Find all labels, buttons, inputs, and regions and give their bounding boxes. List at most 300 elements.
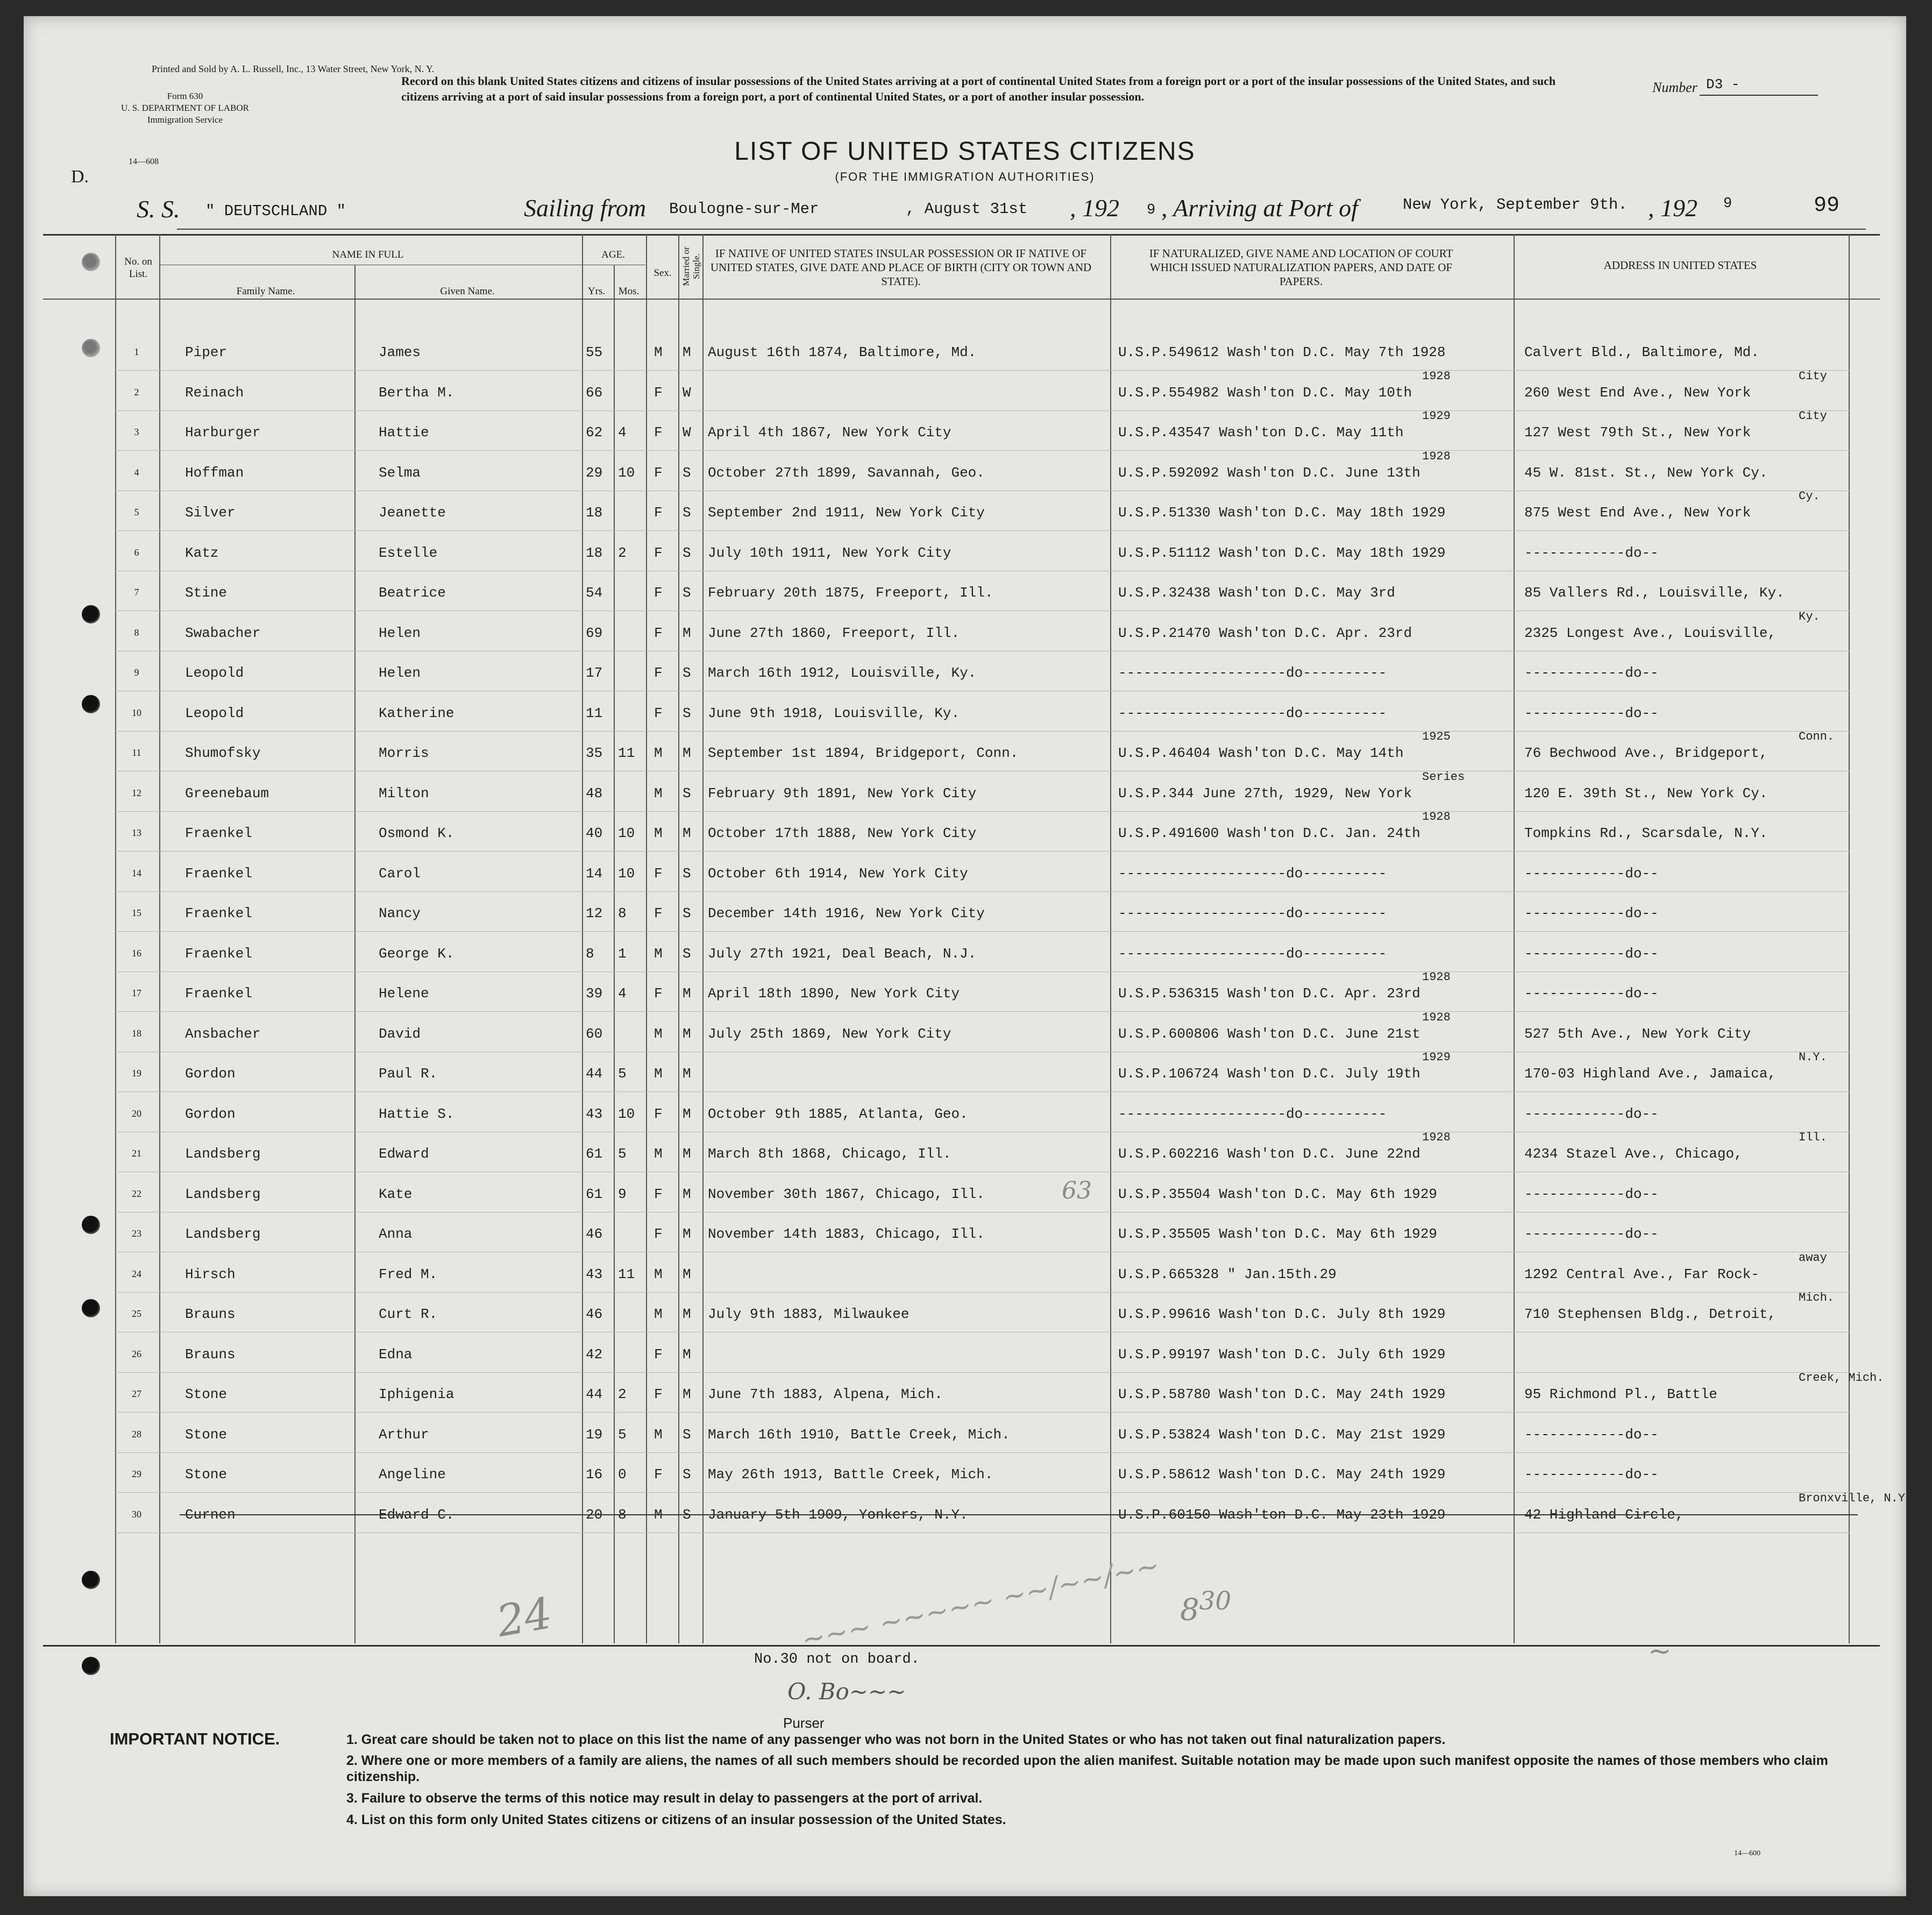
cell-addr: Calvert Bld., Baltimore, Md.	[1524, 344, 1759, 360]
arriving-year-digit: 9	[1723, 196, 1732, 212]
cell-given: Edward	[379, 1146, 429, 1162]
cell-no: 19	[132, 1068, 141, 1079]
cell-given: George K.	[379, 945, 454, 962]
cell-ms: S	[683, 945, 691, 962]
cell-no: 2	[134, 386, 139, 398]
cell-sex: M	[654, 825, 663, 841]
cell-ms: S	[683, 865, 691, 882]
cell-birth: April 4th 1867, New York City	[708, 424, 951, 441]
notice-3: 3. Failure to observe the terms of this notice may result in delay to passengers at the port of arrival.	[346, 1791, 983, 1806]
not-on-board-note: No.30 not on board.	[754, 1651, 920, 1668]
cell-nat: U.S.P.99197 Wash'ton D.C. July 6th 1929	[1118, 1346, 1446, 1363]
cell-sex: F	[654, 905, 663, 921]
cell-given: Curt R.	[379, 1306, 438, 1322]
cell-sex: F	[654, 985, 663, 1002]
cell-yrs: 14	[586, 865, 603, 882]
cell-mos: 8	[618, 905, 627, 921]
purser-signature: O. Bo~~~	[787, 1678, 906, 1705]
cell-mos: 10	[618, 1105, 635, 1122]
ship-name: " DEUTSCHLAND "	[205, 202, 346, 220]
col-sex: Sex.	[654, 267, 672, 279]
cell-sex: M	[654, 1306, 663, 1322]
cell-family: Fraenkel	[185, 905, 252, 921]
cell-addr: 95 Richmond Pl., Battle	[1524, 1386, 1717, 1402]
cell-ms: S	[683, 785, 691, 802]
cell-nat: U.S.P.21470 Wash'ton D.C. Apr. 23rd	[1118, 625, 1412, 641]
cell-nat: --------------------do----------	[1118, 945, 1387, 962]
cell-addr-sup: Mich.	[1799, 1291, 1835, 1304]
row-rule	[115, 1412, 1850, 1413]
cell-sex: F	[654, 1105, 663, 1122]
cell-family: Brauns	[185, 1306, 236, 1322]
cell-mos: 0	[618, 1466, 627, 1483]
cell-given: Paul R.	[379, 1066, 438, 1082]
table-row	[24, 533, 1906, 573]
col-no: No. on List.	[124, 256, 152, 280]
cell-nat: U.S.P.43547 Wash'ton D.C. May 11th	[1118, 424, 1404, 441]
cell-family: Silver	[185, 505, 236, 521]
cell-addr: ------------do--	[1524, 665, 1659, 681]
cell-nat-sup: 1928	[1422, 449, 1451, 463]
cell-family: Greenebaum	[185, 785, 269, 802]
cell-given: Angeline	[379, 1466, 446, 1483]
cell-yrs: 40	[586, 825, 603, 841]
pencil-mark: ~~~ ~~~~~ ~~/~~/~~	[799, 1549, 1162, 1657]
margin-letter: D.	[71, 167, 89, 187]
table-row	[24, 573, 1906, 613]
table-row	[24, 1491, 1913, 1535]
cell-birth: July 25th 1869, New York City	[708, 1025, 951, 1042]
cell-addr-sup: Conn.	[1799, 730, 1835, 743]
cell-ms: M	[683, 625, 691, 641]
cell-no: 6	[134, 547, 139, 558]
cell-nat: U.S.P.32438 Wash'ton D.C. May 3rd	[1118, 585, 1395, 601]
table-row	[24, 1291, 1906, 1334]
row-rule	[115, 1011, 1850, 1012]
cell-addr: Tompkins Rd., Scarsdale, N.Y.	[1524, 825, 1768, 841]
row-rule	[115, 1452, 1850, 1453]
cell-yrs: 69	[586, 625, 603, 641]
col-naturalized: IF NATURALIZED, GIVE NAME AND LOCATION OF COURT WHICH ISSUED NATURALIZATION PAPERS, AND DATE OF PAPERS.	[1149, 247, 1453, 288]
cell-sex: F	[654, 1186, 663, 1202]
cell-ms: S	[683, 1426, 691, 1443]
table-row	[24, 653, 1906, 693]
cell-addr: ------------do--	[1524, 544, 1659, 561]
cell-no: 17	[132, 988, 141, 998]
cell-nat: U.S.P.106724 Wash'ton D.C. July 19th	[1118, 1066, 1420, 1082]
cell-addr: ------------do--	[1524, 1466, 1659, 1483]
cell-sex: F	[654, 1346, 663, 1363]
cell-nat: U.S.P.60150 Wash'ton D.C. May 23th 1929	[1118, 1506, 1446, 1523]
cell-ms: M	[683, 825, 691, 841]
cell-addr: ------------do--	[1524, 945, 1659, 962]
sailing-year-digit: 9	[1147, 202, 1156, 218]
table-row	[24, 1415, 1906, 1455]
cell-yrs: 61	[586, 1186, 603, 1202]
cell-addr: 260 West End Ave., New York	[1524, 384, 1751, 401]
cell-nat: U.S.P.51330 Wash'ton D.C. May 18th 1929	[1118, 505, 1446, 521]
cell-family: Landsberg	[185, 1146, 261, 1162]
table-row	[24, 1251, 1906, 1294]
page-number: 99	[1814, 194, 1840, 218]
table-row	[24, 1051, 1906, 1094]
cell-sex: M	[654, 1266, 663, 1282]
row-rule	[115, 851, 1850, 852]
cell-nat: --------------------do----------	[1118, 1105, 1387, 1122]
cell-no: 20	[132, 1108, 141, 1119]
cell-ms: M	[683, 1306, 691, 1322]
col-family: Family Name.	[236, 286, 295, 297]
cell-no: 1	[134, 346, 139, 357]
cell-no: 3	[134, 427, 139, 437]
row-rule	[115, 891, 1850, 892]
cell-ms: S	[683, 505, 691, 521]
cell-nat-sup: 1928	[1422, 810, 1451, 824]
cell-no: 22	[132, 1188, 141, 1199]
table-row	[24, 1094, 1906, 1134]
table-row	[24, 1371, 1906, 1414]
cell-given: Anna	[379, 1226, 413, 1242]
sailing-underline	[177, 229, 1866, 230]
cell-family: Katz	[185, 544, 219, 561]
cell-ms: S	[683, 585, 691, 601]
cell-sex: M	[654, 1426, 663, 1443]
table-row	[24, 730, 1906, 773]
cell-yrs: 44	[586, 1066, 603, 1082]
cell-mos: 2	[618, 544, 627, 561]
cell-ms: W	[683, 384, 691, 401]
col-name-in-full: NAME IN FULL	[332, 249, 404, 260]
cell-addr-sup: Ill.	[1799, 1131, 1827, 1144]
cell-mos: 5	[618, 1426, 627, 1443]
cell-given: Helen	[379, 625, 421, 641]
cell-ms: M	[683, 745, 691, 761]
cell-mos: 4	[618, 424, 627, 441]
cell-given: Fred M.	[379, 1266, 438, 1282]
cell-ms: S	[683, 1466, 691, 1483]
cell-birth: March 16th 1912, Louisville, Ky.	[708, 665, 977, 681]
cell-sex: F	[654, 424, 663, 441]
table-row	[24, 609, 1906, 653]
cell-given: Katherine	[379, 705, 454, 721]
row-rule	[115, 1292, 1850, 1293]
cell-sex: M	[654, 344, 663, 360]
row-rule	[115, 731, 1850, 732]
cell-given: Hattie	[379, 424, 429, 441]
cell-addr: 76 Bechwood Ave., Bridgeport,	[1524, 745, 1768, 761]
cell-ms: M	[683, 1066, 691, 1082]
cell-given: Kate	[379, 1186, 413, 1202]
cell-addr-sup: away	[1799, 1251, 1827, 1265]
cell-sex: M	[654, 1506, 663, 1523]
cell-given: Milton	[379, 785, 429, 802]
cell-addr: ------------do--	[1524, 905, 1659, 921]
table-row	[24, 854, 1906, 893]
cell-ms: M	[683, 1346, 691, 1363]
cell-no: 30	[132, 1508, 141, 1520]
cell-family: Piper	[185, 344, 228, 360]
cell-ms: S	[683, 1506, 691, 1523]
cell-sex: F	[654, 1466, 663, 1483]
cell-ms: M	[683, 1266, 691, 1282]
cell-ms: S	[683, 905, 691, 921]
form-number: Form 630	[167, 91, 203, 101]
row-rule	[115, 1492, 1850, 1493]
cell-given: Arthur	[379, 1426, 429, 1443]
sailing-year-prefix: , 192	[1070, 194, 1119, 222]
notice-4: 4. List on this form only United States citizens or citizens of an insular possession of the United States.	[346, 1812, 1006, 1827]
pencil-mark: $8^{30}$	[1180, 1587, 1232, 1628]
cell-addr: 1292 Central Ave., Far Rock-	[1524, 1266, 1759, 1282]
cell-yrs: 60	[586, 1025, 603, 1042]
cell-addr-sup: N.Y.	[1799, 1051, 1827, 1064]
cell-mos: 1	[618, 945, 627, 962]
cell-no: 4	[134, 466, 139, 478]
cell-family: Gordon	[185, 1105, 236, 1122]
sailing-label: Sailing from	[524, 194, 647, 222]
cell-yrs: 61	[586, 1146, 603, 1162]
cell-no: 25	[132, 1308, 141, 1319]
cell-yrs: 11	[586, 705, 603, 721]
table-row	[24, 490, 1906, 533]
cell-family: Stone	[185, 1426, 228, 1443]
cell-nat-sup: 1928	[1422, 1131, 1451, 1144]
cell-sex: F	[654, 585, 663, 601]
cell-mos: 5	[618, 1066, 627, 1082]
cell-birth: February 9th 1891, New York City	[708, 785, 977, 802]
cell-addr: 4234 Stazel Ave., Chicago,	[1524, 1146, 1743, 1162]
cell-no: 16	[132, 947, 141, 959]
cell-nat: U.S.P.549612 Wash'ton D.C. May 7th 1928	[1118, 344, 1446, 360]
pencil-mark: ~	[1648, 1635, 1672, 1668]
cell-birth: April 18th 1890, New York City	[708, 985, 960, 1002]
cell-family: Gordon	[185, 1066, 236, 1082]
cell-addr: 42 Highland Circle,	[1524, 1506, 1684, 1523]
cell-sex: F	[654, 544, 663, 561]
col-given: Given Name.	[440, 286, 495, 297]
cell-yrs: 18	[586, 505, 603, 521]
cell-given: Carol	[379, 865, 421, 882]
cell-family: Reinach	[185, 384, 244, 401]
form-code: 14—608	[129, 157, 159, 166]
cell-birth: November 30th 1867, Chicago, Ill.	[708, 1186, 985, 1202]
ss-label: S. S.	[137, 195, 180, 223]
table-row	[24, 1455, 1906, 1494]
arriving-port: New York, September 9th.	[1403, 196, 1628, 214]
row-rule	[115, 410, 1850, 411]
cell-birth: December 14th 1916, New York City	[708, 905, 985, 921]
table-row	[24, 409, 1906, 452]
notice-1: 1. Great care should be taken not to place on this list the name of any passenger who was not born in the United States or who has not taken out final naturalization papers.	[346, 1732, 1446, 1747]
cell-given: Iphigenia	[379, 1386, 454, 1402]
cell-ms: M	[683, 1146, 691, 1162]
cell-no: 15	[132, 907, 141, 918]
cell-yrs: 18	[586, 544, 603, 561]
page-subtitle: (FOR THE IMMIGRATION AUTHORITIES)	[835, 170, 1095, 183]
cell-family: Stine	[185, 585, 228, 601]
cell-nat-sup: 1928	[1422, 1010, 1451, 1024]
cell-yrs: 42	[586, 1346, 603, 1363]
cell-family: Leopold	[185, 665, 244, 681]
cell-yrs: 20	[586, 1506, 603, 1523]
table-row	[24, 332, 1906, 372]
cell-given: James	[379, 344, 421, 360]
cell-family: Fraenkel	[185, 865, 252, 882]
form-info	[104, 90, 266, 126]
cell-no: 18	[132, 1027, 141, 1039]
cell-family: Landsberg	[185, 1186, 261, 1202]
cell-family: Stone	[185, 1466, 228, 1483]
row-rule	[115, 1091, 1850, 1092]
cell-nat: U.S.P.46404 Wash'ton D.C. May 14th	[1118, 745, 1404, 761]
cell-sex: M	[654, 1066, 663, 1082]
cell-nat: U.S.P.58780 Wash'ton D.C. May 24th 1929	[1118, 1386, 1446, 1402]
cell-birth: September 2nd 1911, New York City	[708, 505, 985, 521]
cell-addr-sup: Cy.	[1799, 490, 1820, 503]
cell-given: Bertha M.	[379, 384, 454, 401]
cell-ms: M	[683, 1105, 691, 1122]
table-row	[24, 1335, 1906, 1374]
cell-sex: M	[654, 1146, 663, 1162]
page-title: LIST OF UNITED STATES CITIZENS	[734, 137, 1196, 166]
cell-yrs: 46	[586, 1306, 603, 1322]
cell-mos: 9	[618, 1186, 627, 1202]
cell-family: Leopold	[185, 705, 244, 721]
cell-family: Landsberg	[185, 1226, 261, 1242]
cell-yrs: 55	[586, 344, 603, 360]
arriving-year-prefix: , 192	[1648, 194, 1697, 222]
row-rule	[115, 811, 1850, 812]
cell-nat-sup: 1929	[1422, 1051, 1451, 1064]
cell-birth: May 26th 1913, Battle Creek, Mich.	[708, 1466, 993, 1483]
cell-yrs: 12	[586, 905, 603, 921]
cell-nat: U.S.P.600806 Wash'ton D.C. June 21st	[1118, 1025, 1420, 1042]
cell-addr: ------------do--	[1524, 1186, 1659, 1202]
cell-sex: M	[654, 1025, 663, 1042]
strike-through-line	[180, 1514, 1858, 1515]
cell-yrs: 16	[586, 1466, 603, 1483]
cell-yrs: 48	[586, 785, 603, 802]
col-mos: Mos.	[618, 286, 640, 297]
cell-given: Hattie S.	[379, 1105, 454, 1122]
manifest-sheet	[24, 16, 1913, 1896]
table-row	[24, 1174, 1906, 1214]
row-rule	[115, 1372, 1850, 1373]
cell-family: Brauns	[185, 1346, 236, 1363]
table-row	[24, 1010, 1906, 1054]
cell-addr-sup: Bronxville, N.Y.	[1799, 1491, 1913, 1505]
cell-nat: --------------------do----------	[1118, 905, 1387, 921]
cell-birth: July 9th 1883, Milwaukee	[708, 1306, 910, 1322]
cell-mos: 11	[618, 745, 635, 761]
cell-nat: U.S.P.51112 Wash'ton D.C. May 18th 1929	[1118, 544, 1446, 561]
cell-sex: M	[654, 785, 663, 802]
cell-given: Edward C.	[379, 1506, 454, 1523]
cell-addr-sup: Ky.	[1799, 609, 1820, 623]
table-row	[24, 449, 1906, 493]
cell-mos: 8	[618, 1506, 627, 1523]
cell-nat: U.S.P.35504 Wash'ton D.C. May 6th 1929	[1118, 1186, 1437, 1202]
cell-nat: U.S.P.536315 Wash'ton D.C. Apr. 23rd	[1118, 985, 1420, 1002]
cell-nat: U.S.P.491600 Wash'ton D.C. Jan. 24th	[1118, 825, 1420, 841]
table-row	[24, 369, 1906, 413]
cell-addr: 2325 Longest Ave., Louisville,	[1524, 625, 1777, 641]
cell-addr-sup: City	[1799, 369, 1827, 383]
cell-addr: 875 West End Ave., New York	[1524, 505, 1751, 521]
cell-family: Ansbacher	[185, 1025, 261, 1042]
cell-birth: June 7th 1883, Alpena, Mich.	[708, 1386, 943, 1402]
cell-ms: M	[683, 1226, 691, 1242]
cell-ms: W	[683, 424, 691, 441]
cell-birth: August 16th 1874, Baltimore, Md.	[708, 344, 977, 360]
form-code-bottom: 14—600	[1734, 1849, 1760, 1857]
cell-ms: S	[683, 464, 691, 481]
cell-sex: F	[654, 1386, 663, 1402]
cell-nat: --------------------do----------	[1118, 865, 1387, 882]
cell-family: Stone	[185, 1386, 228, 1402]
cell-family: Shumofsky	[185, 745, 261, 761]
cell-yrs: 17	[586, 665, 603, 681]
cell-nat: U.S.P.99616 Wash'ton D.C. July 8th 1929	[1118, 1306, 1446, 1322]
cell-nat: U.S.P.35505 Wash'ton D.C. May 6th 1929	[1118, 1226, 1437, 1242]
cell-ms: M	[683, 985, 691, 1002]
cell-no: 12	[132, 787, 141, 798]
cell-no: 26	[132, 1348, 141, 1359]
cell-mos: 10	[618, 865, 635, 882]
cell-birth: October 9th 1885, Atlanta, Geo.	[708, 1105, 968, 1122]
cell-ms: M	[683, 1386, 691, 1402]
cell-no: 21	[132, 1148, 141, 1159]
number-value: D3 -	[1706, 76, 1740, 93]
cell-no: 23	[132, 1228, 141, 1239]
cell-nat: --------------------do----------	[1118, 705, 1387, 721]
cell-birth: September 1st 1894, Bridgeport, Conn.	[708, 745, 1019, 761]
cell-given: Jeanette	[379, 505, 446, 521]
cell-family: Harburger	[185, 424, 261, 441]
cell-nat: U.S.P.53824 Wash'ton D.C. May 21st 1929	[1118, 1426, 1446, 1443]
cell-yrs: 8	[586, 945, 594, 962]
cell-family: Curnen	[185, 1506, 236, 1523]
cell-nat-sup: 1929	[1422, 409, 1451, 423]
cell-sex: F	[654, 625, 663, 641]
cell-yrs: 29	[586, 464, 603, 481]
cell-sex: M	[654, 945, 663, 962]
cell-addr: ------------do--	[1524, 705, 1659, 721]
cell-nat: U.S.P.592092 Wash'ton D.C. June 13th	[1118, 464, 1420, 481]
record-note: Record on this blank United States citizens and citizens of insular possessions of the United States arriving at a port of continental United States from a foreign port or a port of the insular possessions of the United States, and such citizens arriving at a port of said insular possessions from a foreign port, a port of continental United States, or a port of another insular possession.	[401, 74, 1556, 103]
cell-yrs: 54	[586, 585, 603, 601]
cell-birth: July 27th 1921, Deal Beach, N.J.	[708, 945, 977, 962]
cell-no: 11	[132, 747, 141, 758]
purser-label: Purser	[783, 1715, 825, 1731]
table-row	[24, 770, 1906, 813]
cell-yrs: 46	[586, 1226, 603, 1242]
col-birth: IF NATIVE OF UNITED STATES INSULAR POSSESSION OR IF NATIVE OF UNITED STATES, GIVE DATE AND PLACE OF BIRTH (CITY OR TOWN AND STATE).	[710, 247, 1092, 288]
cell-nat-sup: 1925	[1422, 730, 1451, 743]
cell-mos: 10	[618, 464, 635, 481]
cell-no: 27	[132, 1388, 141, 1399]
row-rule	[115, 530, 1850, 531]
row-rule	[115, 450, 1850, 451]
cell-no: 14	[132, 867, 141, 878]
cell-given: Morris	[379, 745, 429, 761]
notice-2: 2. Where one or more members of a family are aliens, the names of all such members should be recorded upon the alien manifest. Suitable notation may be made upon such manifest opposite the names of those members who claim citizenship.	[346, 1753, 1828, 1784]
cell-nat: U.S.P.602216 Wash'ton D.C. June 22nd	[1118, 1146, 1420, 1162]
cell-no: 13	[132, 827, 141, 838]
cell-ms: M	[683, 344, 691, 360]
cell-nat: U.S.P.344 June 27th, 1929, New York	[1118, 785, 1412, 802]
cell-nat: U.S.P.58612 Wash'ton D.C. May 24th 1929	[1118, 1466, 1446, 1483]
